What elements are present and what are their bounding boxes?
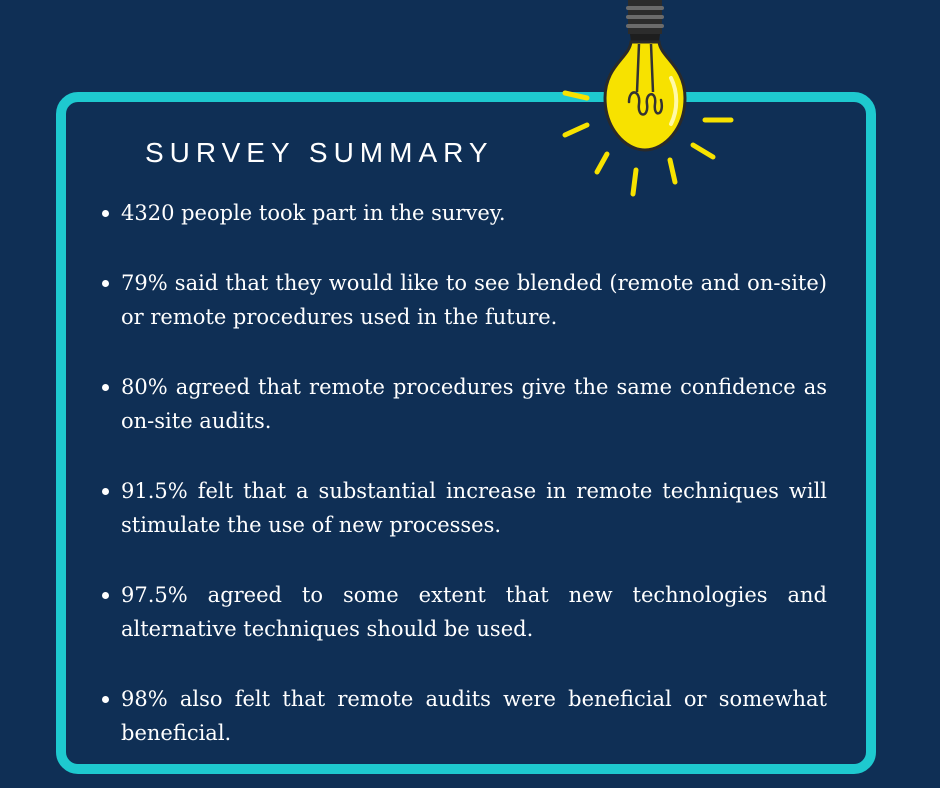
list-item-text: 97.5% agreed to some extent that new technologies and alternative techniques should be used. [121,583,827,641]
survey-results-list [100,196,827,786]
bullet-dot [102,280,109,287]
list-item [100,370,827,438]
bullet-dot [102,384,109,391]
page-title: SURVEY SUMMARY [145,137,494,168]
list-item-text: 91.5% felt that a substantial increase in remote techniques will stimulate the use of new processes. [121,479,827,537]
list-item-text: 79% said that they would like to see blended (remote and on-site) or remote procedures used in the future. [121,271,827,329]
bullet-dot [102,592,109,599]
list-item [100,196,827,230]
list-item-text: 98% also felt that remote audits were beneficial or somewhat beneficial. [121,687,827,745]
bullet-dot [102,488,109,495]
list-item-text: 80% agreed that remote procedures give the same confidence as on-site audits. [121,375,827,433]
list-item-text: 4320 people took part in the survey. [121,201,506,225]
list-item [100,682,827,750]
list-item [100,266,827,334]
bullet-dot [102,210,109,217]
list-item [100,474,827,542]
lightbulb-icon [545,0,745,200]
list-item [100,578,827,646]
bullet-dot [102,696,109,703]
